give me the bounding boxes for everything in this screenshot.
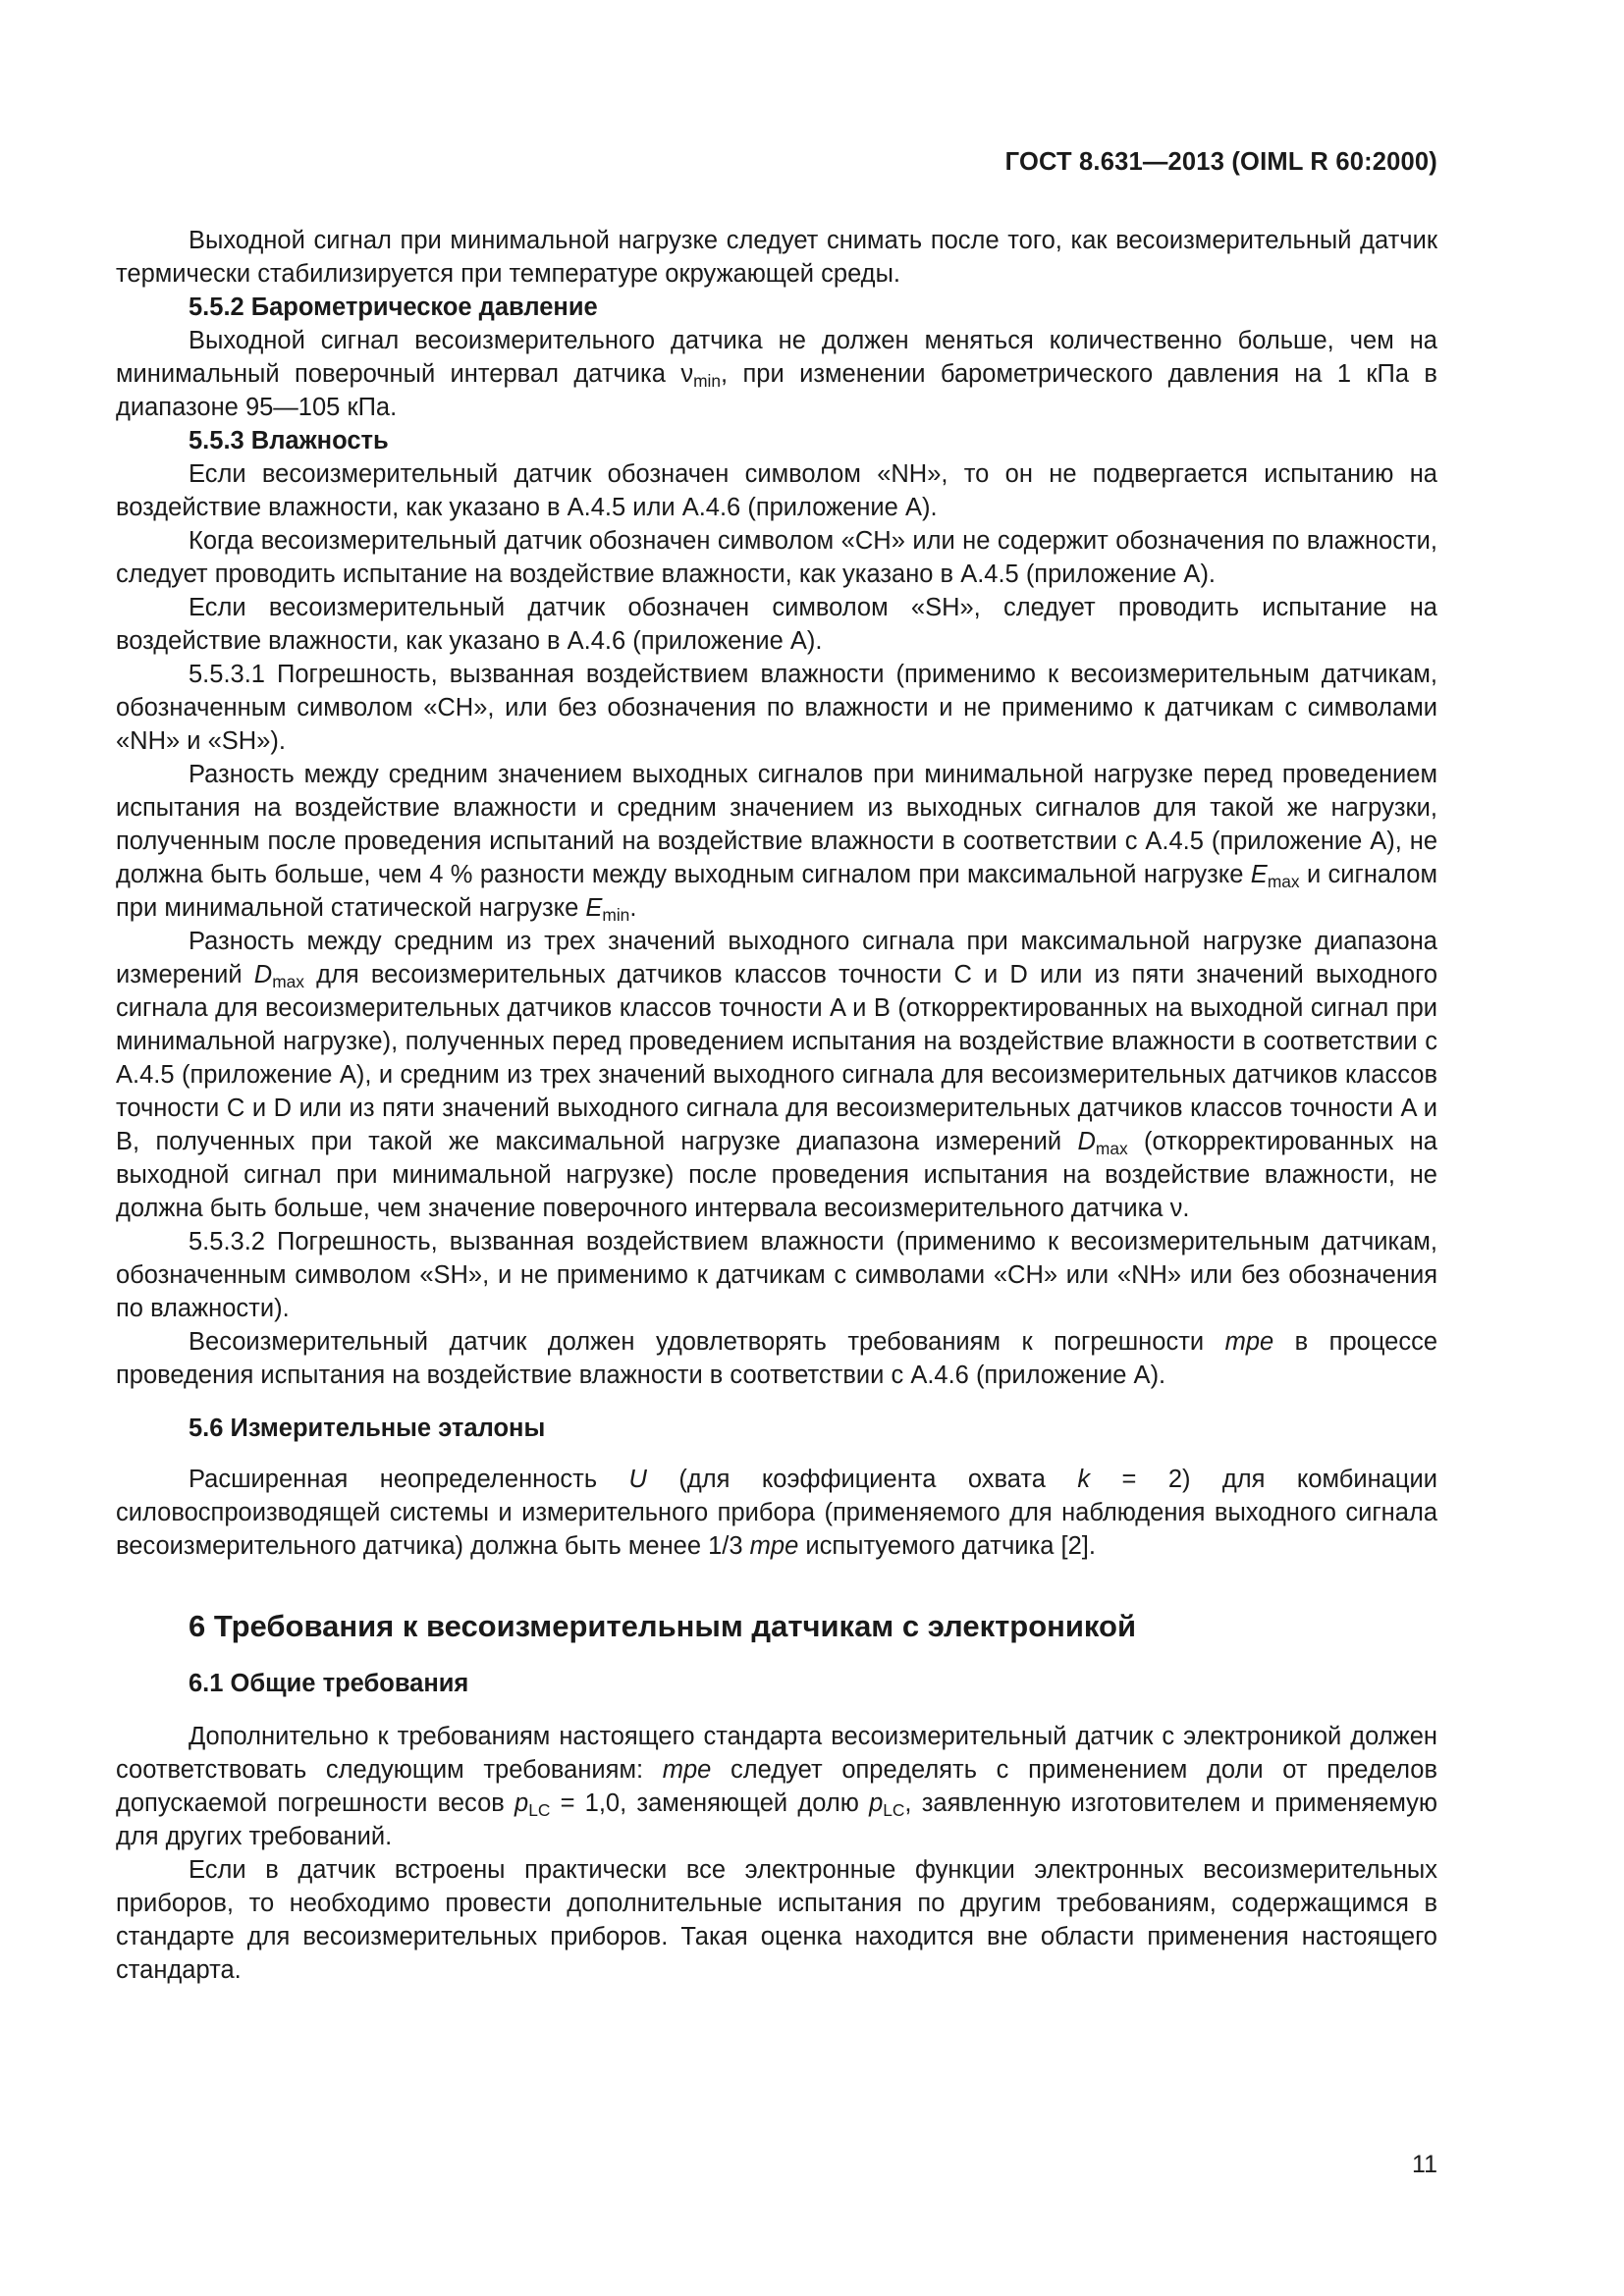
standard-header: ГОСТ 8.631—2013 (OIML R 60:2000) [1004,148,1437,176]
paragraph: Расширенная неопределенность U (для коэффициента охвата k = 2) для комбинации силовоспроизводящей системы и измерительного прибора (применяемого для наблюдения выходного сигнала весоизмерительного датчика) должна быть менее 1/3 mpe испытуемого датчика [2]. [116,1466,1437,1560]
paragraph: 5.5.3.2 Погрешность, вызванная воздействием влажности (применимо к весоизмерительным датчикам, обозначенным символом «SH», и не применимо к датчикам с символами «CH» или «NH» или без обозначения по влажности). [116,1228,1437,1322]
paragraph: Разность между средним значением выходных сигналов при минимальной нагрузке перед проведением испытания на воздействие влажности и средним значением из выходных сигналов для такой же нагрузки, полученным после проведения испытаний на воздействие влажности в соответствии с А.4.5 (приложение А), не должна быть больше, чем 4 % разности между выходным сигналом при максимальной нагрузке $E_{max}$ и сигналом при минимальной статической нагрузке $E_{min}$. [116,761,1437,926]
section-heading-6-1: 6.1 Общие требования [189,1670,469,1697]
page-number: 11 [1412,2151,1437,2178]
paragraph: 5.5.3.1 Погрешность, вызванная воздействием влажности (применимо к весоизмерительным датчикам, обозначенным символом «CH», или без обозначения по влажности и не применимо к датчикам с символами «NH» и «SH»). [116,661,1437,755]
paragraph: Если весоизмерительный датчик обозначен символом «SH», следует проводить испытание на воздействие влажности, как указано в А.4.6 (приложение А). [116,594,1437,655]
paragraph: Весоизмерительный датчик должен удовлетворять требованиям к погрешности mpe в процессе проведения испытания на воздействие влажности в соответствии с А.4.6 (приложение А). [116,1328,1437,1389]
section-heading-5-5-2: 5.5.2 Барометрическое давление [189,294,598,321]
section-heading-6: 6 Требования к весоизмерительным датчикам с электроникой [189,1609,1137,1643]
paragraph: Если в датчик встроены практически все электронные функции электронных весоизмерительных приборов, то необходимо провести дополнительные испытания по другим требованиям, содержащимся в стандарте для весоизмерительных приборов. Такая оценка находится вне области применения настоящего стандарта. [116,1856,1437,1984]
section-heading-5-6: 5.6 Измерительные эталоны [189,1415,546,1442]
paragraph: Если весоизмерительный датчик обозначен символом «NH», то он не подвергается испытанию на воздействие влажности, как указано в А.4.5 или А.4.6 (приложение А). [116,460,1437,521]
document-body [116,224,1437,1987]
section-heading-5-5-3: 5.5.3 Влажность [189,427,389,454]
paragraph: Разность между средним из трех значений выходного сигнала при максимальной нагрузке диапазона измерений $D_{max}$ для весоизмерительных датчиков классов точности C и D или из пяти значений выходного сигнала для весоизмерительных датчиков классов точности A и B (откорректированных на выходной сигнал при минимальной нагрузке), полученных перед проведением испытания на воздействие влажности в соответствии с А.4.5 (приложение А), и средним из трех значений выходного сигнала для весоизмерительных датчиков классов точности C и D или из пяти значений выходного сигнала для весоизмерительных датчиков классов точности A и B, полученных при такой же максимальной нагрузке диапазона измерений $D_{max}$ (откорректированных на выходной сигнал при минимальной нагрузке) после проведения испытания на воздействие влажности, не должна быть больше, чем значение поверочного интервала весоизмерительного датчика ν. [116,928,1437,1222]
paragraph: Выходной сигнал при минимальной нагрузке следует снимать после того, как весоизмерительный датчик термически стабилизируется при температуре окружающей среды. [116,227,1437,288]
paragraph: Выходной сигнал весоизмерительного датчика не должен меняться количественно больше, чем на минимальный поверочный интервал датчика $\nu_{min}$, при изменении барометрического давления на 1 кПа в диапазоне 95—105 кПа. [116,327,1437,421]
paragraph: Когда весоизмерительный датчик обозначен символом «CH» или не содержит обозначения по влажности, следует проводить испытание на воздействие влажности, как указано в А.4.5 (приложение А). [116,527,1437,588]
paragraph: Дополнительно к требованиям настоящего стандарта весоизмерительный датчик с электроникой должен соответствовать следующим требованиям: mpe следует определять с применением доли от пределов допускаемой погрешности весов $p_{LC} = 1,0$, заменяющей долю $p_{LC}$, заявленную изготовителем и применяемую для других требований. [116,1723,1438,1850]
